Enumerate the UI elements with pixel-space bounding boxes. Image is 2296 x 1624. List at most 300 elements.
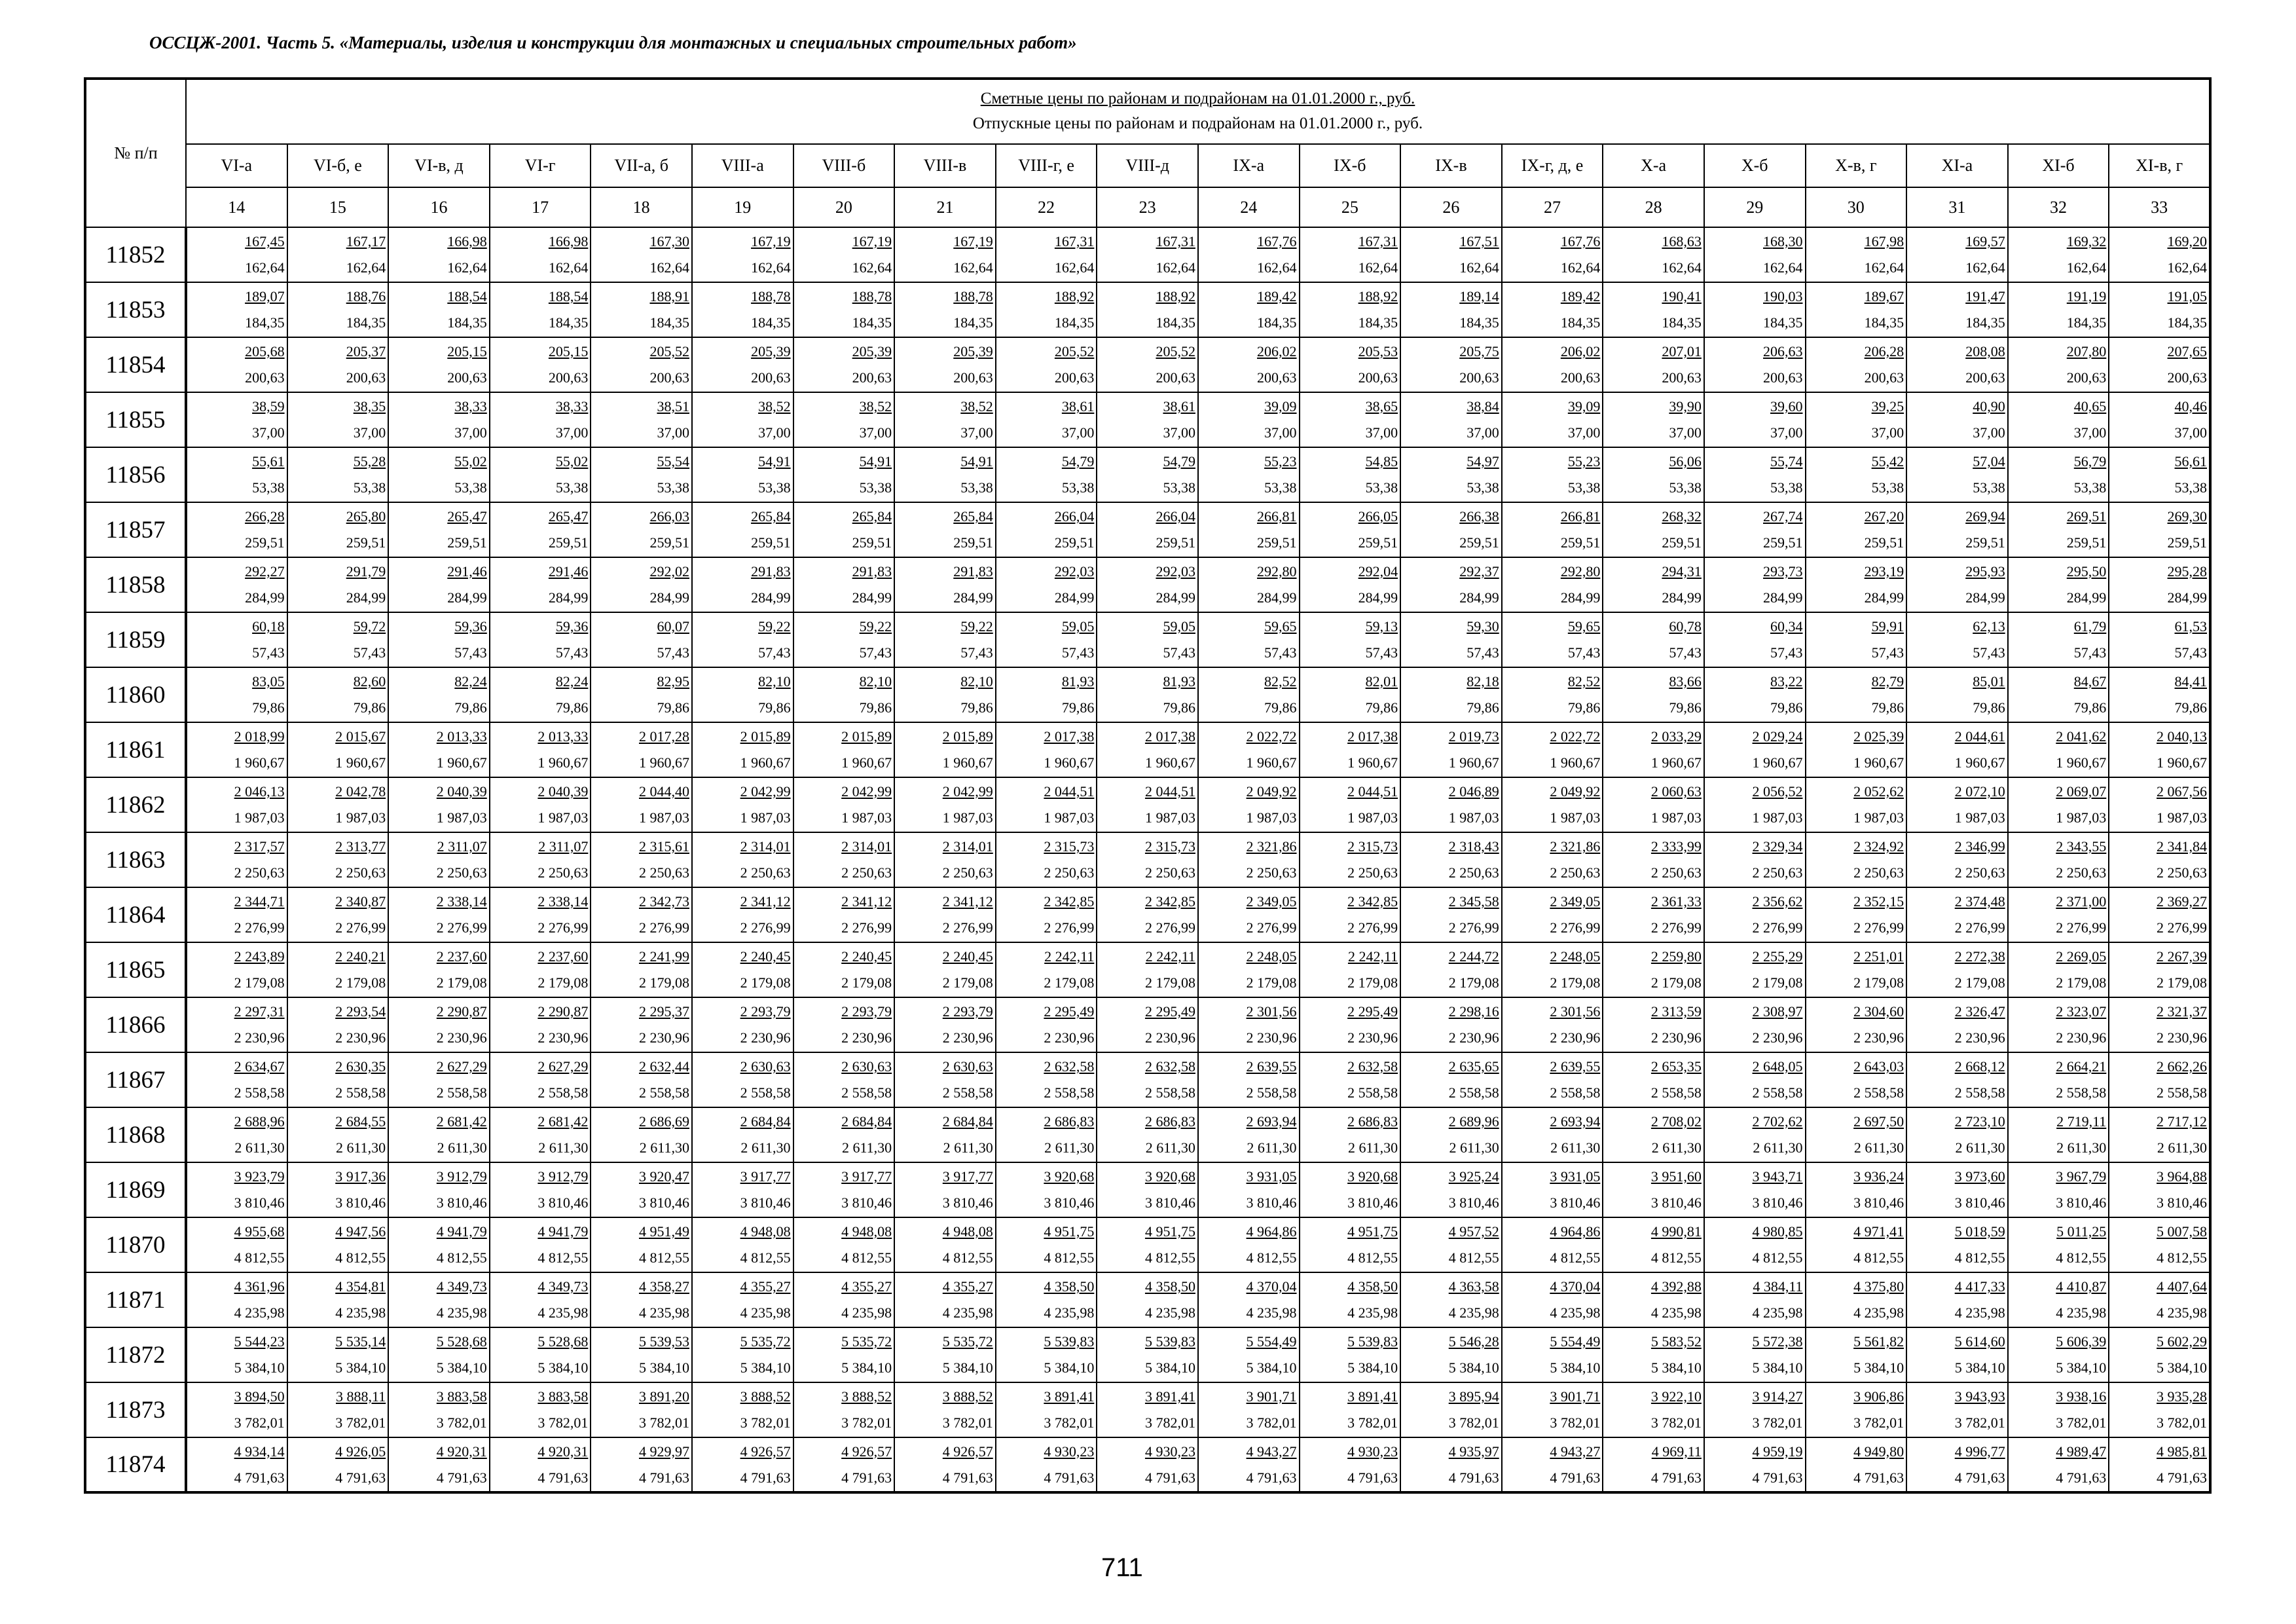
release-price: 4 791,63 [1853,1469,1904,1486]
estimated-price: 2 251,01 [1853,948,1904,965]
estimated-price: 207,80 [2066,343,2107,360]
estimated-price-wrapper [2109,229,2209,255]
estimated-price: 4 417,33 [1954,1278,2005,1295]
estimated-price: 292,02 [649,563,689,580]
estimated-price-wrapper [1806,559,1906,585]
price-cell [2109,392,2210,447]
estimated-price: 188,78 [852,288,892,304]
release-price: 1 987,03 [2157,809,2207,826]
estimated-price-wrapper [187,999,287,1025]
estimated-price: 81,93 [1163,673,1195,690]
price-cell [1603,447,1704,502]
estimated-price: 5 554,49 [1550,1333,1601,1350]
estimated-price: 3 964,88 [2157,1168,2207,1185]
price-cell [1704,557,1806,612]
release-price: 184,35 [953,314,993,331]
release-price: 162,64 [1257,259,1297,276]
estimated-price-wrapper [490,999,591,1025]
estimated-price-wrapper [1603,614,1704,640]
estimated-price-wrapper [1300,834,1400,860]
estimated-price: 56,06 [1669,453,1702,470]
estimated-price: 2 341,12 [942,893,993,910]
estimated-price: 5 606,39 [2056,1333,2107,1350]
estimated-price: 59,30 [1467,618,1499,635]
estimated-price-wrapper [1199,1439,1299,1465]
release-price: 284,99 [751,589,791,606]
estimated-price-wrapper [996,1219,1097,1245]
estimated-price: 292,04 [1358,563,1398,580]
release-price: 3 810,46 [234,1194,285,1211]
estimated-price-wrapper [1401,449,1501,475]
estimated-price: 168,30 [1763,233,1803,249]
estimated-price: 191,05 [2167,288,2207,304]
release-price: 2 179,08 [1853,974,1904,991]
column-number: 25 [1300,187,1401,227]
release-price: 2 276,99 [1144,919,1195,936]
release-price: 1 960,67 [1853,754,1904,771]
table-body [85,227,2210,1492]
price-cell [1400,832,1502,887]
price-cell [287,1327,389,1382]
estimated-price-wrapper [693,1439,793,1465]
release-price: 79,86 [1061,699,1095,716]
price-cell [2109,1162,2210,1217]
estimated-price-wrapper [1806,504,1906,530]
column-number: 33 [2109,187,2210,227]
estimated-price: 2 237,60 [538,948,589,965]
estimated-price-wrapper [2109,559,2209,585]
estimated-price: 2 324,92 [1853,838,1904,855]
release-price: 2 250,63 [740,864,791,881]
estimated-price: 3 912,79 [538,1168,589,1185]
estimated-price-wrapper [1503,1329,1603,1355]
price-cell [186,1272,287,1327]
price-cell [1400,1382,1502,1437]
release-price: 37,00 [1365,424,1398,441]
price-cell [388,1327,490,1382]
estimated-price-wrapper [996,1164,1097,1190]
estimated-price-wrapper [2109,339,2209,365]
estimated-price-wrapper [1705,669,1805,695]
estimated-price: 4 363,58 [1448,1278,1499,1295]
release-price: 184,35 [2066,314,2107,331]
estimated-price-wrapper [1199,614,1299,640]
estimated-price-wrapper [1603,889,1704,915]
release-price: 259,51 [2066,534,2107,551]
estimated-price-wrapper [591,1164,691,1190]
estimated-price-wrapper [2109,724,2209,750]
estimated-price: 2 315,73 [1044,838,1095,855]
price-cell [1704,942,1806,997]
release-price: 3 810,46 [841,1194,892,1211]
release-price: 4 812,55 [1144,1249,1195,1266]
price-cell [2008,1272,2109,1327]
price-cell [1502,447,1603,502]
price-cell [1502,1052,1603,1107]
price-cell [1502,1217,1603,1272]
price-cell [1906,942,2008,997]
estimated-price: 38,61 [1163,398,1195,415]
estimated-price-wrapper [1401,889,1501,915]
estimated-price: 268,32 [1662,508,1702,525]
estimated-price: 191,19 [2066,288,2107,304]
release-price: 2 276,99 [335,919,386,936]
estimated-price-wrapper [1199,724,1299,750]
estimated-price-wrapper [996,1109,1097,1135]
price-cell [1300,1162,1401,1217]
estimated-price-wrapper [1907,1384,2007,1410]
estimated-price-wrapper [2009,394,2109,420]
release-price: 184,35 [1257,314,1297,331]
estimated-price-wrapper [1401,229,1501,255]
release-price: 2 179,08 [942,974,993,991]
price-cell [1502,997,1603,1052]
price-cell [1400,1327,1502,1382]
estimated-price-wrapper [693,449,793,475]
release-price: 2 276,99 [1347,919,1398,936]
estimated-price: 291,46 [548,563,589,580]
estimated-price: 2 684,84 [740,1113,791,1130]
estimated-price: 190,03 [1763,288,1803,304]
price-cell [1097,282,1198,337]
price-cell [1806,1052,1907,1107]
estimated-price-wrapper [1503,724,1603,750]
estimated-price: 82,79 [1871,673,1904,690]
estimated-price-wrapper [1603,1384,1704,1410]
row-number: 11864 [85,887,186,942]
release-price: 200,63 [852,369,892,386]
estimated-price-wrapper [1097,1329,1197,1355]
estimated-price-wrapper [1097,504,1197,530]
estimated-price-wrapper [389,394,489,420]
estimated-price: 82,95 [657,673,689,690]
estimated-price-wrapper [693,724,793,750]
release-price: 284,99 [2167,589,2207,606]
estimated-price-wrapper [591,614,691,640]
estimated-price-wrapper [1705,779,1805,805]
release-price: 200,63 [751,369,791,386]
estimated-price: 2 015,89 [841,728,892,745]
release-price: 3 810,46 [638,1194,689,1211]
estimated-price-wrapper [591,1274,691,1300]
release-price: 37,00 [353,424,386,441]
estimated-price-wrapper [1300,614,1400,640]
price-cell [490,832,591,887]
release-price: 53,38 [1669,479,1702,496]
release-price: 5 384,10 [638,1359,689,1376]
estimated-price: 2 060,63 [1650,783,1702,800]
estimated-price: 2 719,11 [2056,1113,2107,1130]
estimated-price: 205,39 [852,343,892,360]
release-price: 162,64 [649,259,689,276]
estimated-price: 2 044,51 [1144,783,1195,800]
release-price: 162,64 [1459,259,1499,276]
estimated-price-wrapper [693,504,793,530]
release-price: 5 384,10 [1650,1359,1702,1376]
estimated-price-wrapper [1503,229,1603,255]
release-price: 1 987,03 [1752,809,1803,826]
estimated-price-wrapper [1907,889,2007,915]
estimated-price-wrapper [490,1384,591,1410]
estimated-price-wrapper [1300,559,1400,585]
release-price: 2 611,30 [1145,1139,1195,1156]
release-price: 2 558,58 [2056,1084,2107,1101]
estimated-price-wrapper [794,889,894,915]
estimated-price-wrapper [591,669,691,695]
price-cell [1906,887,2008,942]
estimated-price-wrapper [693,614,793,640]
estimated-price-wrapper [794,669,894,695]
estimated-price: 4 407,64 [2157,1278,2207,1295]
estimated-price-wrapper [1705,1164,1805,1190]
estimated-price: 4 349,73 [538,1278,589,1295]
release-price: 259,51 [649,534,689,551]
release-price: 2 611,30 [1550,1139,1601,1156]
table-row [85,557,2210,612]
release-price: 3 782,01 [1752,1414,1803,1431]
release-price: 284,99 [953,589,993,606]
estimated-price: 4 964,86 [1550,1223,1601,1240]
release-price: 162,64 [346,259,386,276]
estimated-price: 167,31 [1156,233,1195,249]
estimated-price-wrapper [288,889,388,915]
release-price: 184,35 [245,314,285,331]
price-cell [186,612,287,667]
release-price: 53,38 [657,479,689,496]
release-price: 2 276,99 [1954,919,2005,936]
region-header: VI-б, е [287,144,389,188]
release-price: 259,51 [1965,534,2005,551]
price-cell [591,942,692,997]
release-price: 37,00 [2073,424,2107,441]
estimated-price: 3 901,71 [1550,1388,1601,1405]
estimated-price: 54,79 [1061,453,1095,470]
price-cell [996,942,1097,997]
price-cell [996,887,1097,942]
estimated-price-wrapper [693,779,793,805]
estimated-price: 167,76 [1560,233,1601,249]
release-price: 1 960,67 [1448,754,1499,771]
estimated-price: 2 237,60 [436,948,487,965]
release-price: 1 987,03 [1246,809,1297,826]
release-price: 1 960,67 [2056,754,2107,771]
estimated-price-wrapper [996,834,1097,860]
release-price: 2 276,99 [841,919,892,936]
estimated-price-wrapper [1603,284,1704,310]
price-cell [287,942,389,997]
estimated-price-wrapper [1705,339,1805,365]
estimated-price-wrapper [2009,1439,2109,1465]
estimated-price-wrapper [1401,1274,1501,1300]
estimated-price: 39,09 [1567,398,1601,415]
release-price: 2 276,99 [1044,919,1095,936]
estimated-price: 4 951,75 [1144,1223,1195,1240]
estimated-price-wrapper [794,504,894,530]
price-cell [388,557,490,612]
price-cell [793,447,895,502]
price-cell [1806,502,1907,557]
estimated-price-wrapper [996,449,1097,475]
estimated-price: 2 293,79 [942,1003,993,1020]
column-number: 28 [1603,187,1704,227]
estimated-price: 55,74 [1770,453,1803,470]
release-price: 3 810,46 [1448,1194,1499,1211]
estimated-price: 2 242,11 [1044,948,1095,965]
price-cell [2109,1437,2210,1492]
release-price: 259,51 [548,534,589,551]
estimated-price-wrapper [1907,669,2007,695]
release-price: 200,63 [2066,369,2107,386]
estimated-price-wrapper [187,449,287,475]
price-cell [1300,1382,1401,1437]
release-price: 284,99 [1763,589,1803,606]
price-cell [186,1107,287,1162]
release-price: 4 791,63 [1752,1469,1803,1486]
price-cell [1603,1327,1704,1382]
release-price: 53,38 [1163,479,1195,496]
estimated-price-wrapper [1705,394,1805,420]
release-price: 4 791,63 [1246,1469,1297,1486]
estimated-price-wrapper [1199,1164,1299,1190]
estimated-price-wrapper [1503,1054,1603,1080]
estimated-price-wrapper [1907,724,2007,750]
estimated-price: 189,42 [1257,288,1297,304]
release-price: 2 179,08 [638,974,689,991]
price-cell [1400,997,1502,1052]
estimated-price: 2 314,01 [942,838,993,855]
estimated-price: 2 693,94 [1550,1113,1601,1130]
price-cell [1603,832,1704,887]
release-price: 79,86 [1871,699,1904,716]
estimated-price: 61,53 [2174,618,2207,635]
price-cell [1806,557,1907,612]
release-price: 79,86 [657,699,689,716]
estimated-price: 60,34 [1770,618,1803,635]
estimated-price-wrapper [996,614,1097,640]
price-cell [490,1272,591,1327]
estimated-price-wrapper [996,504,1097,530]
estimated-price-wrapper [693,1384,793,1410]
price-cell [793,1327,895,1382]
estimated-price: 2 241,99 [638,948,689,965]
row-number: 11859 [85,612,186,667]
estimated-price-wrapper [187,1439,287,1465]
estimated-price: 266,81 [1560,508,1601,525]
price-cell [692,1217,793,1272]
release-price: 1 960,67 [638,754,689,771]
estimated-price: 84,67 [2073,673,2107,690]
estimated-price: 2 019,73 [1448,728,1499,745]
price-cell [894,832,996,887]
release-price: 1 987,03 [740,809,791,826]
estimated-price-wrapper [389,999,489,1025]
estimated-price: 38,84 [1467,398,1499,415]
estimated-price-wrapper [187,1109,287,1135]
estimated-price-wrapper [794,779,894,805]
table-title [186,79,2210,144]
estimated-price: 291,46 [447,563,487,580]
table-row [85,722,2210,777]
estimated-price: 55,02 [555,453,589,470]
release-price: 2 558,58 [638,1084,689,1101]
price-cell [1603,667,1704,722]
price-cell [1502,1162,1603,1217]
estimated-price-wrapper [187,559,287,585]
release-price: 284,99 [1054,589,1095,606]
estimated-price-wrapper [1907,614,2007,640]
estimated-price-wrapper [1806,999,1906,1025]
price-cell [591,447,692,502]
estimated-price-wrapper [2009,1219,2109,1245]
release-price: 57,43 [657,644,689,661]
estimated-price-wrapper [1603,394,1704,420]
price-cell [1502,612,1603,667]
release-price: 2 558,58 [740,1084,791,1101]
price-cell [1906,722,2008,777]
estimated-price: 82,18 [1467,673,1499,690]
estimated-price-wrapper [2009,229,2109,255]
estimated-price-wrapper [1199,559,1299,585]
release-price: 259,51 [953,534,993,551]
estimated-price: 167,31 [1054,233,1095,249]
price-cell [591,667,692,722]
estimated-price: 38,33 [454,398,487,415]
price-cell [1603,942,1704,997]
estimated-price-wrapper [2109,669,2209,695]
price-cell [388,942,490,997]
price-cell [1400,337,1502,392]
estimated-price-wrapper [1401,559,1501,585]
price-cell [692,1052,793,1107]
estimated-price-wrapper [288,1384,388,1410]
price-cell [1300,832,1401,887]
price-cell [1198,1272,1300,1327]
estimated-price: 2 361,33 [1650,893,1702,910]
release-price: 284,99 [447,589,487,606]
release-price: 4 791,63 [1650,1469,1702,1486]
release-price: 2 611,30 [1347,1139,1398,1156]
estimated-price: 3 891,41 [1044,1388,1095,1405]
estimated-price-wrapper [1401,999,1501,1025]
price-cell [996,1052,1097,1107]
estimated-price-wrapper [1097,944,1197,970]
estimated-price: 291,83 [852,563,892,580]
estimated-price-wrapper [794,229,894,255]
release-price: 2 230,96 [1347,1029,1398,1046]
price-cell [2109,337,2210,392]
release-price: 2 179,08 [1246,974,1297,991]
release-price: 2 179,08 [1448,974,1499,991]
column-number: 30 [1806,187,1907,227]
price-cell [186,832,287,887]
release-price: 3 810,46 [1853,1194,1904,1211]
price-cell [2109,447,2210,502]
estimated-price: 2 015,89 [942,728,993,745]
price-cell [793,612,895,667]
price-cell [388,612,490,667]
price-cell [1906,1052,2008,1107]
estimated-price-wrapper [1907,1439,2007,1465]
estimated-price: 167,98 [1864,233,1904,249]
release-price: 4 235,98 [2157,1304,2207,1321]
estimated-price-wrapper [1503,669,1603,695]
price-cell [1097,997,1198,1052]
release-price: 4 812,55 [638,1249,689,1266]
price-cell [793,227,895,282]
estimated-price: 169,32 [2066,233,2107,249]
price-cell [1704,1382,1806,1437]
price-cell [287,1107,389,1162]
